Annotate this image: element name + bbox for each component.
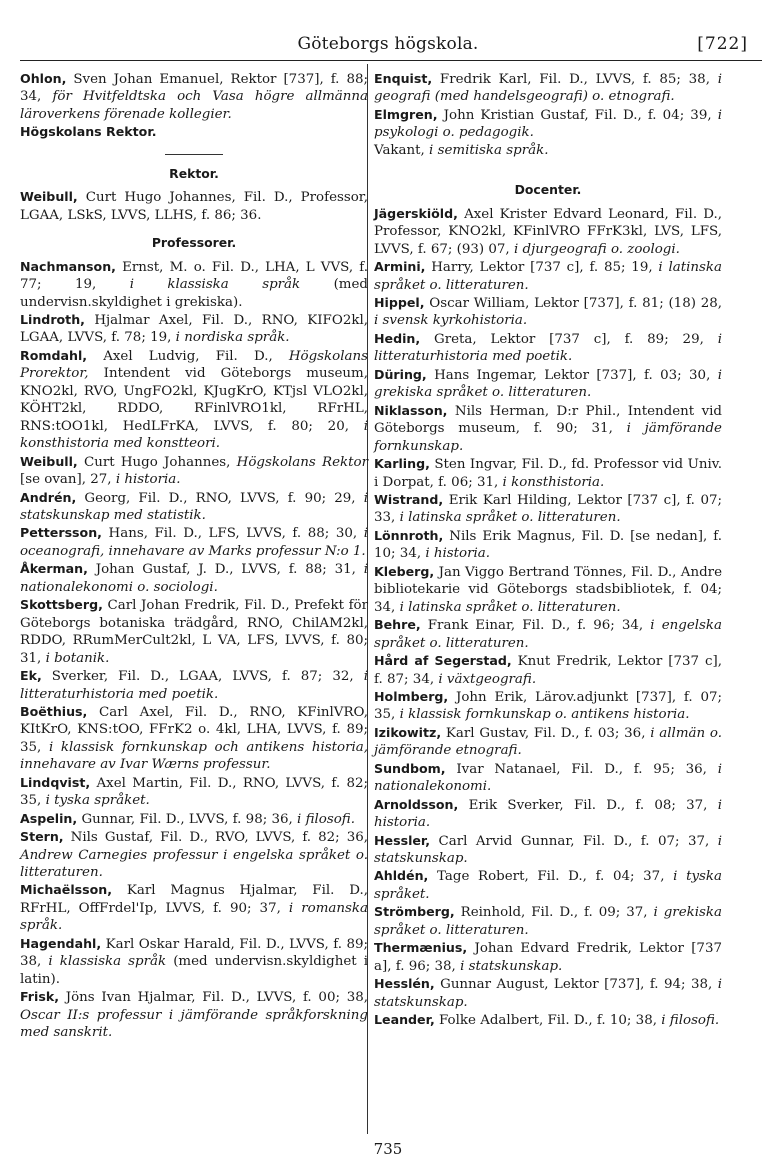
entry-armini: Armini, Harry, Lektor [737 c], f. 85; 19, i latinska språket o. litteraturen. [374,259,722,293]
entry-lindroth: Lindroth, Hjalmar Axel, Fil. D., RNO, KIFO2kl, LGAA, LVVS, f. 78; 19, i nordiska språk. [20,311,368,346]
entry-ohlon: Ohlon, Sven Johan Emanuel, Rektor [737], f. 88; 34, för Hvitfeldtska och Vasa högre allmänna läroverkens förenade kollegier. [20,71,369,122]
entry-jagerskiold: Jägerskiöld, Axel Krister Edvard Leonard, Fil. D., Professor, KNO2kl, KFinlVRO FFrK3kl, LVS, LFS, LVVS, f. 67; (93) 07, i djurgeografi o. zoologi. [374,205,722,257]
entry-boethius: Boëthius, Carl Axel, Fil. D., RNO, KFinlVRO, KItKrO, KNS:tOO, FFrK2 o. 4kl, LHA, LVVS, f. 89; 35, i klassisk fornkunskap och antikens historia, innehavare av Ivar Wærns professur. [20,703,368,773]
entry-skottsberg: Skottsberg, Carl Johan Fredrik, Fil. D., Prefekt för Göteborgs botaniska trädgård, RNO, ChilAM2kl, RDDO, RRumMerCult2kl, L VA, LFS, LVVS, f. 80; 31, i botanik. [20,597,368,666]
entry-frisk: Frisk, Jöns Ivan Hjalmar, Fil. D., LVVS, f. 00; 38, Oscar II:s professur i jämförande språkforskning med sanskrit. [20,989,368,1041]
entry-elmgren: Elmgren, John Kristian Gustaf, Fil. D., f. 04; 39, i psykologi o. pedagogik. [374,106,722,141]
entry-hagendahl: Hagendahl, Karl Oskar Harald, Fil. D., LVVS, f. 89; 38, i klassiska språk (med undervisn.skyldighet i latin). [20,935,368,987]
entry-izikowitz: Izikowitz, Karl Gustav, Fil. D., f. 03; 36, i allmän o. jämförande etnografi. [374,724,723,759]
entry-hesslen: Hesslén, Gunnar August, Lektor [737], f. 94; 38, i statskunskap. [374,976,722,1010]
entry-pettersson: Pettersson, Hans, Fil. D., LFS, LVVS, f. 88; 30, i oceanografi, innehavare av Marks professur N:o 1. [20,525,368,559]
entry-enquist: Enquist, Fredrik Karl, Fil. D., LVVS, f. 85; 38, i geografi (med handelsgeografi) o. etnografi. [374,71,722,105]
left-column [20,70,368,1042]
entry-wistrand: Wistrand, Erik Karl Hilding, Lektor [737 c], f. 07; 33, i latinska språket o. litteraturen. [374,491,722,526]
entry-nachmanson: Nachmanson, Ernst, M. o. Fil. D., LHA, L VVS, f. 77; 19, i klassiska språk (med undervisn.skyldighet i grekiska). [20,258,368,310]
entry-andren: Andrén, Georg, Fil. D., RNO, LVVS, f. 90; 29, i statskunskap med statistik. [20,489,368,523]
entry-weibull-professor: Weibull, Curt Hugo Johannes, Högskolans Rektor [se ovan], 27, i historia. [20,453,368,488]
entry-akerman: Åkerman, Johan Gustaf, J. D., LVVS, f. 88; 31, i nationalekonomi o. sociologi. [20,561,368,595]
entry-lonnroth: Lönnroth, Nils Erik Magnus, Fil. D. [se nedan], f. 10; 34, i historia. [374,527,722,562]
heading-professorer: Professorer. [151,235,237,251]
entry-weibull-rektor: Weibull, Curt Hugo Johannes, Fil. D., Professor, LGAA, LSkS, LVVS, LLHS, f. 86; 36. [20,189,368,223]
section-rule [165,154,223,155]
right-column [374,70,722,1030]
page-header-reference: [722] [697,34,748,54]
entry-stromberg: Strömberg, Reinhold, Fil. D., f. 09; 37, i grekiska språket o. litteraturen. [374,904,722,938]
entry-holmberg: Holmberg, John Erik, Lärov.adjunkt [737], f. 07; 35, i klassisk fornkunskap o. antikens historia. [374,688,722,723]
page-header-title: Göteborgs högskola. [297,34,479,54]
header-rule [20,60,762,61]
entry-behre: Behre, Frank Einar, Fil. D., f. 96; 34, i engelska språket o. litteraturen. [374,617,722,651]
entry-hedin: Hedin, Greta, Lektor [737 c], f. 89; 29, i litteraturhistoria med poetik. [374,330,722,365]
entry-arnoldsson: Arnoldsson, Erik Sverker, Fil. D., f. 08; 37, i historia. [374,796,722,831]
entry-leander: Leander, Folke Adalbert, Fil. D., f. 10; 38, i filosofi. [374,1012,720,1029]
entry-hippel: Hippel, Oscar William, Lektor [737], f. 81; (18) 28, i svensk kyrkohistoria. [374,294,722,329]
page-number: 735 [373,1140,403,1158]
entry-niklasson: Niklasson, Nils Herman, D:r Phil., Intendent vid Göteborgs museum, f. 90; 31, i jämförande fornkunskap. [374,402,722,454]
entry-michaelsson: Michaëlsson, Karl Magnus Hjalmar, Fil. D., RFrHL, OffFrdel'Ip, LVVS, f. 90; 37, i romanska språk. [20,882,369,934]
entry-lindqvist: Lindqvist, Axel Martin, Fil. D., RNO, LVVS, f. 82; 35, i tyska språket. [20,774,368,809]
entry-aspelin: Aspelin, Gunnar, Fil. D., LVVS, f. 98; 36, i filosofi. [20,810,355,827]
heading-rektor: Rektor. [169,165,219,181]
entry-ek: Ek, Sverker, Fil. D., LGAA, LVVS, f. 87; 32, i litteraturhistoria med poetik. [20,668,368,702]
entry-during: Düring, Hans Ingemar, Lektor [737], f. 03; 30, i grekiska språket o. litteraturen. [374,366,722,401]
entry-thermaenius: Thermænius, Johan Edvard Fredrik, Lektor [737 a], f. 96; 38, i statskunskap. [374,940,722,974]
entry-vakant: Vakant, i semitiska språk. [374,142,549,158]
entry-ahlden: Ahldén, Tage Robert, Fil. D., f. 04; 37, i tyska språket. [374,868,722,902]
entry-hard-af-segerstad: Hård af Segerstad, Knut Fredrik, Lektor [737 c], f. 87; 34, i växtgeografi. [374,653,723,687]
entry-karling: Karling, Sten Ingvar, Fil. D., fd. Professor vid Univ. i Dorpat, f. 06; 31, i konsthistoria. [374,456,722,490]
entry-romdahl: Romdahl, Axel Ludvig, Fil. D., Högskolans Prorektor, Intendent vid Göteborgs museum, KNO2kl, RVO, UngFO2kl, KJugKrO, KTjsl VLO2kl, KÖHT2kl, RDDO, RFinlVRO1kl, RFrHL, RNS:tOO1kl, HedLFrKA, LVVS, f. 80; 20, i konsthistoria med konstteori. [20,347,368,452]
entry-kleberg: Kleberg, Jan Viggo Bertrand Tönnes, Fil. D., Andre bibliotekarie vid Göteborgs stadsbibliotek, f. 04; 34, i latinska språket o. litteraturen. [374,563,722,615]
heading-docenter: Docenter. [514,182,582,198]
entry-hessler: Hessler, Carl Arvid Gunnar, Fil. D., f. 07; 37, i statskunskap. [374,832,722,867]
entry-stern: Stern, Nils Gustaf, Fil. D., RVO, LVVS, f. 82; 36, Andrew Carnegies professur i engelska språket o. litteraturen. [20,829,368,881]
entry-sundbom: Sundbom, Ivar Natanael, Fil. D., f. 95; 36, i nationalekonomi. [374,760,722,795]
hogskolans-rektor-label: Högskolans Rektor. [20,124,157,140]
